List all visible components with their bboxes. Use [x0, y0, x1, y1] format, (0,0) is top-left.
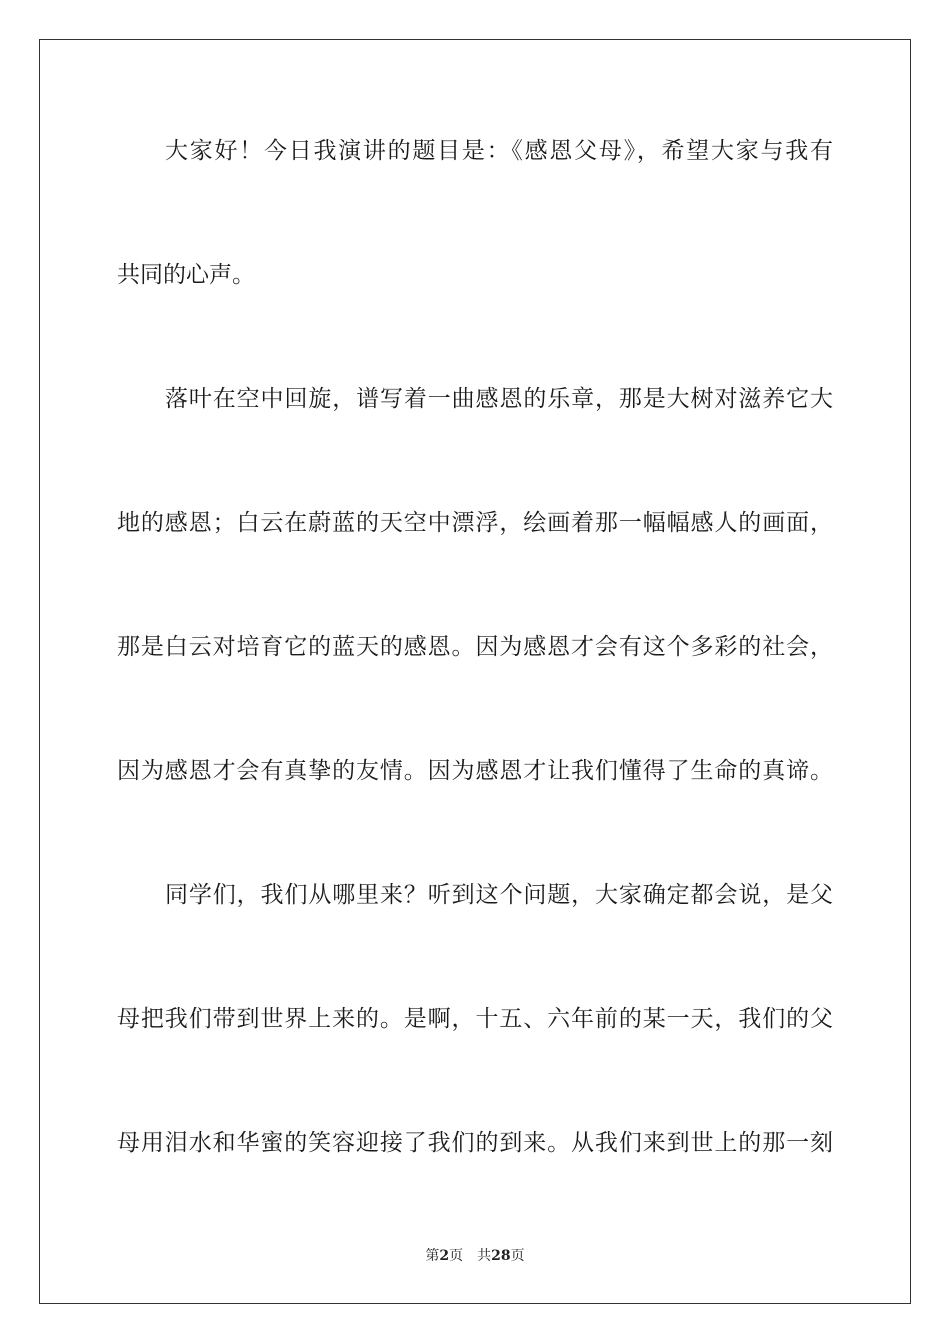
page-prefix: 第 [425, 1248, 440, 1264]
text-line-4: 地的感恩；白云在蔚蓝的天空中漂浮，绘画着那一幅幅感人的画面， [117, 510, 833, 536]
text-line-2: 共同的心声。 [117, 262, 255, 288]
text-line-3: 落叶在空中回旋，谱写着一曲感恩的乐章，那是大树对滋养它大 [165, 386, 833, 412]
page-footer [0, 1247, 950, 1265]
page-suffix: 页 [449, 1248, 464, 1264]
total-pages: 28 [491, 1248, 511, 1264]
text-line-6: 因为感恩才会有真挚的友情。因为感恩才让我们懂得了生命的真谛。 [117, 758, 833, 784]
text-line-7: 同学们，我们从哪里来？听到这个问题，大家确定都会说，是父 [165, 882, 833, 908]
total-prefix: 共 [477, 1248, 492, 1264]
page-border [39, 39, 911, 1304]
text-line-8: 母把我们带到世界上来的。是啊，十五、六年前的某一天，我们的父 [117, 1006, 833, 1032]
total-suffix: 页 [510, 1248, 525, 1264]
text-line-5: 那是白云对培育它的蓝天的感恩。因为感恩才会有这个多彩的社会， [117, 634, 833, 660]
text-line-1: 大家好！今日我演讲的题目是：《感恩父母》，希望大家与我有 [165, 138, 833, 164]
page-number: 2 [439, 1248, 450, 1264]
text-line-9: 母用泪水和华蜜的笑容迎接了我们的到来。从我们来到世上的那一刻 [117, 1130, 833, 1156]
